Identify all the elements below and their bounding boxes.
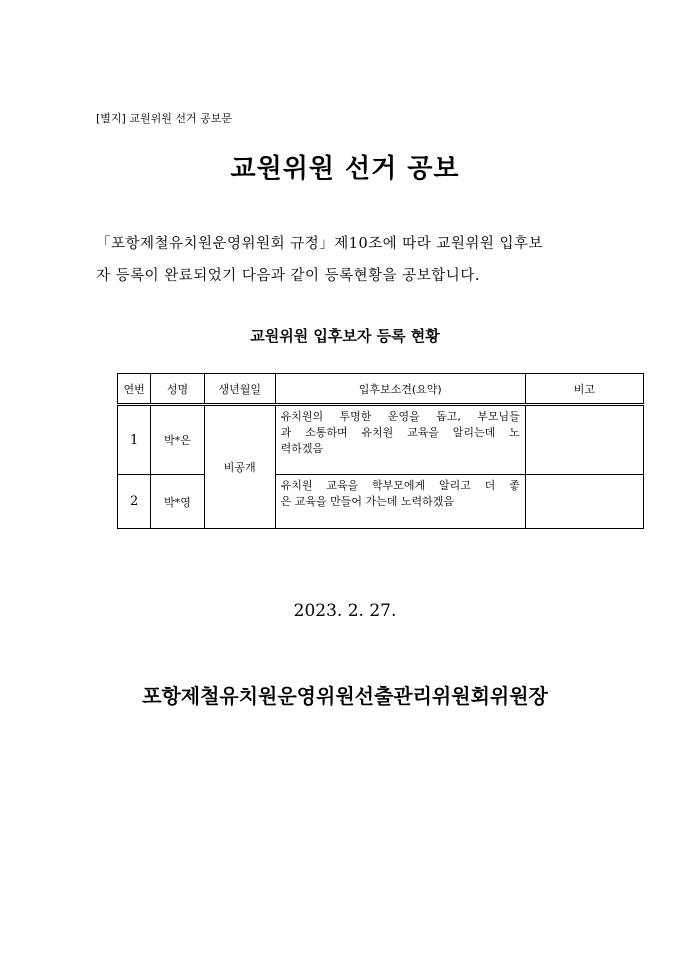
header-no: 연번 (118, 374, 151, 405)
pledge-line: 력하겠음 (280, 442, 324, 455)
attachment-label: [별지] 교원위원 선거 공보문 (96, 112, 232, 125)
header-birthdate: 생년월일 (204, 374, 275, 405)
pledge-line: 과 소통하며 유치원 교육을 알리는데 노 (280, 426, 520, 439)
row-note (525, 405, 643, 475)
row-no: 2 (118, 475, 151, 529)
pledge-line: 은 교육을 만들어 가는데 노력하겠음 (280, 495, 455, 508)
row-name: 박*영 (151, 475, 205, 529)
pledge-line: 유치원 교육을 학부모에게 알리고 더 좋 (280, 479, 520, 492)
row-birthdate: 비공개 (204, 405, 275, 529)
page-title: 교원위원 선거 공보 (230, 154, 460, 184)
header-pledge: 입후보소견(요약) (275, 374, 525, 405)
row-pledge (275, 475, 525, 529)
pledge-line: 유치원의 투명한 운영을 돕고, 부모님들 (280, 410, 520, 423)
header-name: 성명 (151, 374, 205, 405)
table-title: 교원위원 입후보자 등록 현황 (250, 327, 440, 345)
row-note (525, 475, 643, 529)
row-pledge (275, 405, 525, 475)
header-note: 비고 (525, 374, 643, 405)
document-date: 2023. 2. 27. (293, 601, 397, 621)
row-name: 박*은 (151, 405, 205, 475)
table-header-row (118, 374, 644, 405)
candidate-table (117, 373, 644, 529)
table-row (118, 475, 644, 529)
signer-title: 포항제철유치원운영위원선출관리위원회위원장 (142, 684, 548, 708)
body-line-2: 자 등록이 완료되었기 다음과 같이 등록현황을 공보합니다. (96, 268, 480, 284)
body-line-1: 「포항제철유치원운영위원회 규정」제10조에 따라 교원위원 입후보 (96, 236, 544, 252)
table-row (118, 405, 644, 475)
row-no: 1 (118, 405, 151, 475)
